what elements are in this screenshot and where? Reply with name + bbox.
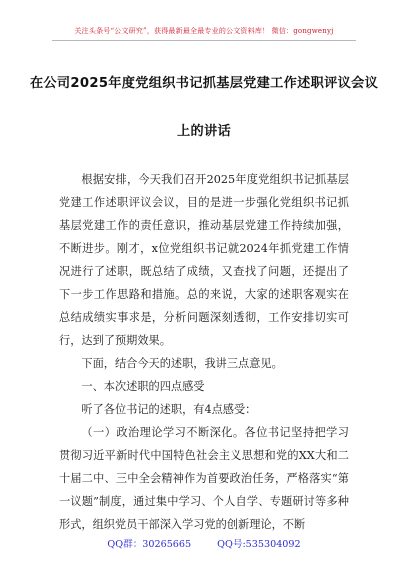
section-heading-1: 一、本次述职的四点感受 bbox=[81, 380, 205, 393]
header-note: 关注头条号“公文研究”，获得最新最全最专业的公文资料库！ 微信：gongwenyj bbox=[74, 27, 334, 35]
paragraph-intro: 根据安排，今天我们召开2025年度党组织书记抓基层党建工作述职评议会议，目的是进一步强化党组织书记抓基层党建工作的责任意识，推动基层党建工作持续加强，不断进步。刚才，x位党组织书记就2024年抓党建工作情况进行了述职，既总结了成绩，又查找了问题，还提出了下一步工作思路和措施。总的来说，大家的述职客观实在总结成绩实事求是，分析问题深刻透彻，工作安排切实可行，达到了预期效果。 bbox=[59, 173, 349, 347]
subsection-paragraph-1: （一）政治理论学习不断深化。各位书记坚持把学习贯彻习近平新时代中国特色社会主义思想和党的XX大和二十届二中、三中全会精神作为首要政治任务，严格落实“第一议题”制度，通过集中学习、个人自学、专题研讨等多种形式，组织党员干部深入学习党的创新理论，不断 bbox=[59, 426, 349, 531]
header-divider bbox=[52, 40, 356, 41]
footer-qq-group: QQ群：30265665 bbox=[107, 539, 192, 550]
footer-qq-number: QQ号:535304092 bbox=[217, 539, 301, 550]
document-title-line-1: 在公司2025年度党组织书记抓基层党建工作述职评议会议 bbox=[29, 76, 379, 91]
paragraph-lead: 听了各位书记的述职，有4点感受： bbox=[81, 403, 257, 416]
footer-contacts bbox=[0, 536, 408, 550]
paragraph-transition: 下面，结合今天的述职，我讲三点意见。 bbox=[81, 357, 283, 370]
document-body bbox=[59, 168, 349, 536]
document-title-line-2: 上的讲话 bbox=[177, 124, 231, 139]
